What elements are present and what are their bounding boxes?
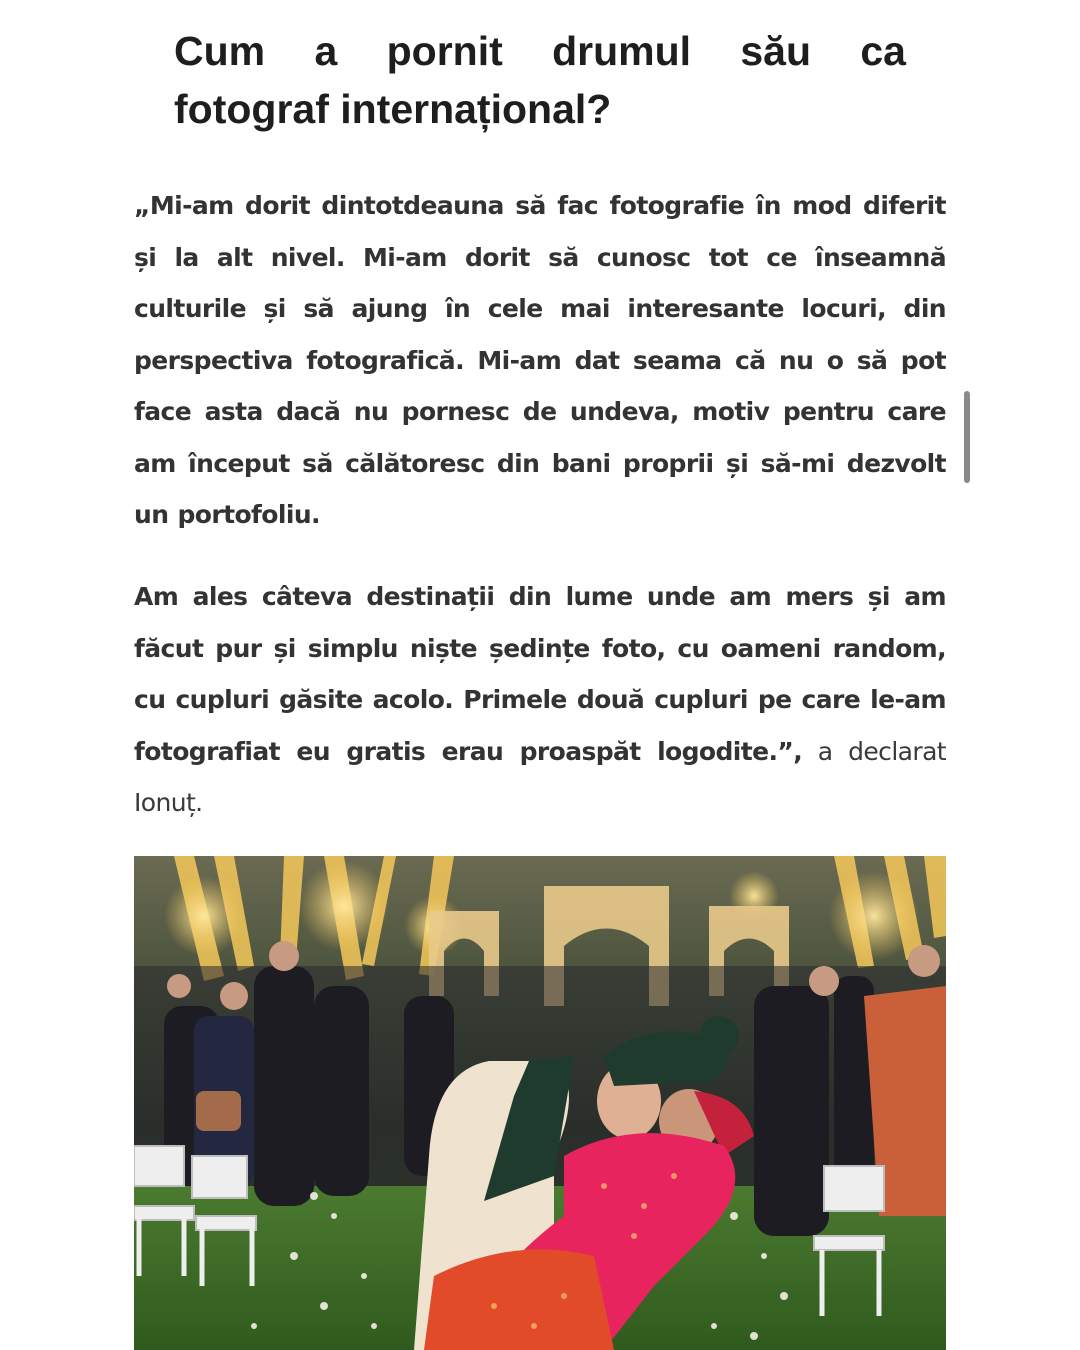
article-title-line-2: fotograf internațional? <box>174 86 612 132</box>
quote-paragraph-1 <box>134 180 946 541</box>
quote-text-bold: „Mi-am dorit dintotdeauna să fac fotografie în mod diferit și la alt nivel. Mi-am dorit să cunosc tot ce înseamnă culturile și să ajung în cele mai interesante locuri, din perspectiva fotografică. Mi-am dat seama că nu o să pot face asta dacă nu pornesc de undeva, motiv pentru care am început să călătoresc din bani proprii și să-mi dezvolt un portofoliu. <box>134 191 946 529</box>
attribution-text: a declarat Ionuț. <box>134 736 946 817</box>
quote-paragraph-2 <box>134 571 946 829</box>
scrollbar-thumb[interactable] <box>964 391 970 483</box>
article-image-wedding-photo <box>134 856 946 1350</box>
wedding-photo-illustration <box>134 856 946 1350</box>
quote-text-bold: Am ales câteva destinații din lume unde am mers și am făcut pur și simplu niște ședințe foto, cu oameni random, cu cupluri găsite acolo. Primele două cupluri pe care le-am fotografiat eu gratis erau proaspăt logodite.”, <box>134 582 946 766</box>
article-title <box>174 22 906 138</box>
article-title-line-1: Cum a pornit drumul său ca <box>174 28 906 74</box>
